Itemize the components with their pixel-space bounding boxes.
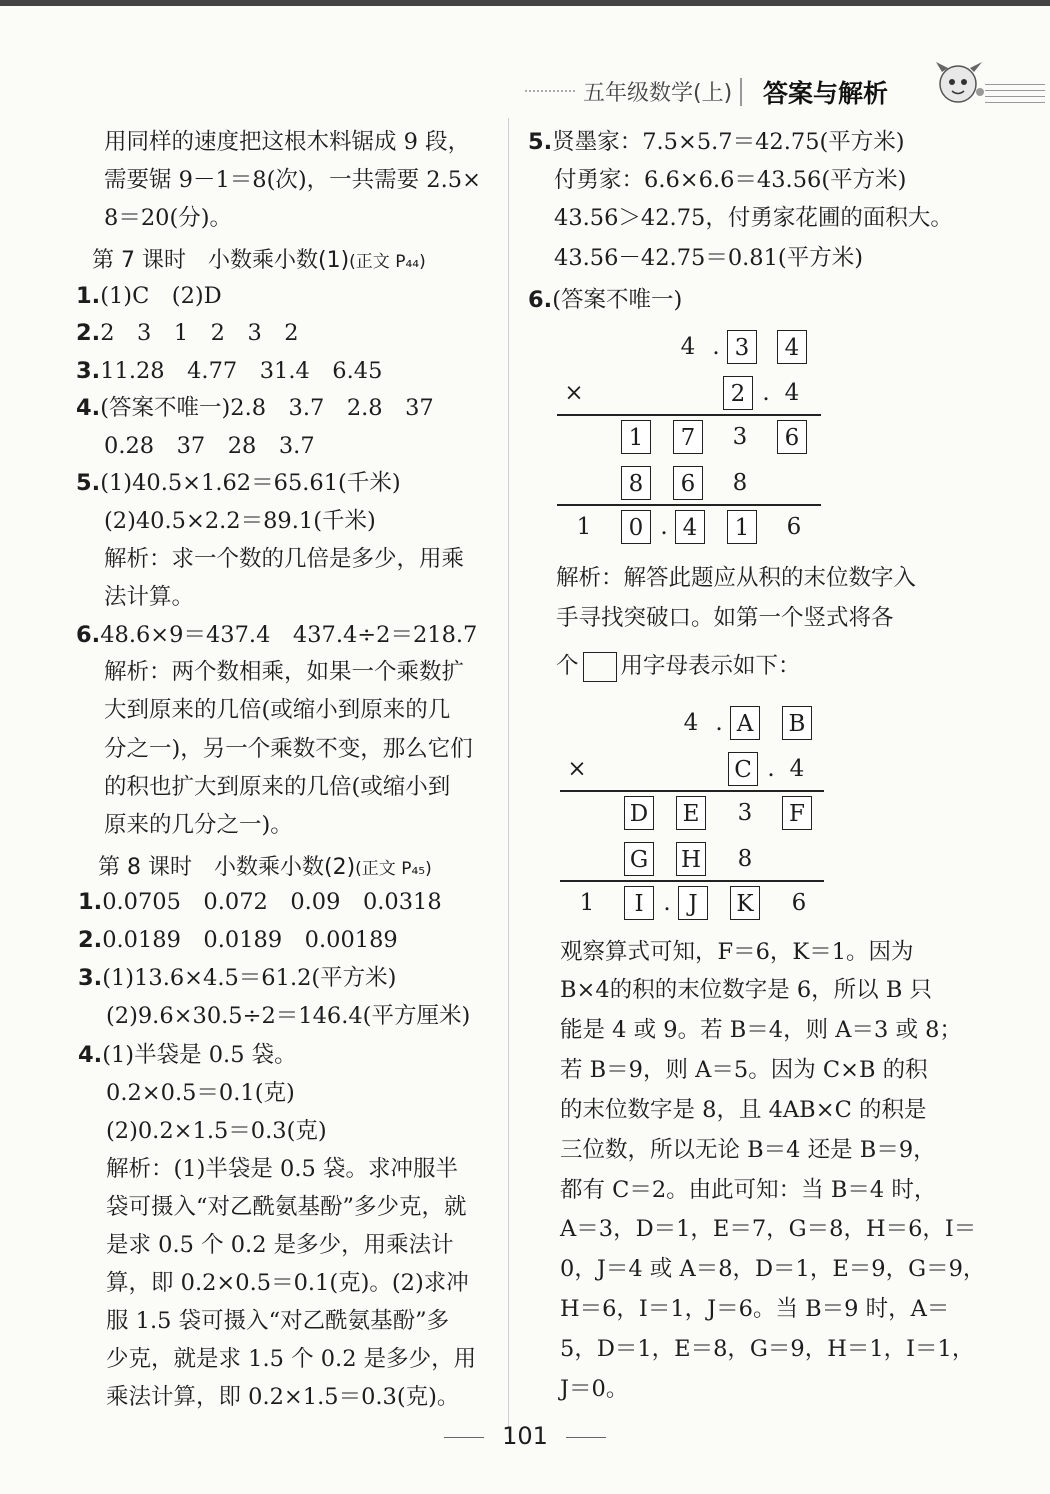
answer-text: 0.0705 0.072 0.09 0.0318 — [102, 889, 442, 915]
l8-q3 — [78, 963, 396, 993]
l7-q5-line4: 法计算。 — [104, 584, 195, 610]
l8-q4-line10: 乘法计算，即 0.2×1.5＝0.3(克)。 — [106, 1384, 460, 1410]
calc2-point: . — [663, 890, 671, 916]
lesson-7-heading — [92, 243, 426, 274]
calc1-digit: 8 — [732, 470, 748, 496]
l7-q2 — [76, 318, 299, 348]
l7-q6-line2: 解析：两个数相乘，如果一个乘数扩 — [104, 659, 465, 685]
calc1-box: 8 — [621, 466, 651, 500]
r-q6-line14: H＝6，I＝1，J＝6。当 B＝9 时，A＝ — [560, 1296, 950, 1322]
l8-q4-line8: 服 1.5 袋可摄入“对乙酰氨基酚”多 — [106, 1308, 450, 1334]
watermark-logo — [866, 1432, 1036, 1488]
calc2-digit: 4 — [789, 756, 805, 782]
intro-line-3: 8＝20(分)。 — [104, 205, 233, 231]
l8-q4-line7: 算，即 0.2×0.5＝0.1(克)。(2)求冲 — [106, 1270, 469, 1296]
r-q5 — [528, 127, 905, 157]
l7-q4-line2: 0.28 37 28 3.7 — [104, 433, 315, 459]
r-q6-line7: 能是 4 或 9。若 B＝4，则 A＝3 或 8； — [560, 1017, 962, 1043]
r-q6-line12: A＝3，D＝1，E＝7，G＝8，H＝6，I＝ — [560, 1216, 977, 1242]
answer-text: (1)40.5×1.62＝65.61(千米) — [100, 470, 401, 496]
calc1-box: 1 — [621, 420, 651, 454]
l7-q5-line2: (2)40.5×2.2＝89.1(千米) — [104, 508, 376, 534]
calc1-rule — [557, 414, 821, 416]
vertical-calc-2 — [558, 704, 828, 922]
calc2-box: H — [676, 842, 706, 876]
header-dots — [525, 90, 575, 102]
calc2-point: . — [715, 710, 723, 736]
l7-q5-line3: 解析：求一个数的几倍是多少，用乘 — [104, 546, 465, 572]
answer-text: (1)C (2)D — [100, 283, 222, 309]
answer-text: 0.0189 0.0189 0.00189 — [102, 927, 398, 953]
column-divider — [508, 118, 509, 1438]
r-q6-line13: 0，J＝4 或 A＝8，D＝1，E＝9，G＝9， — [560, 1256, 986, 1282]
page-number-text: 101 — [502, 1422, 548, 1450]
calc1-box: 1 — [727, 510, 757, 544]
l7-q4 — [76, 393, 434, 423]
lesson-8-ref: (正文 P₄₅) — [355, 859, 432, 879]
lesson-7-ref: (正文 P₄₄) — [349, 252, 426, 272]
l7-q6-line3: 大到原来的几倍(或缩小到原来的几 — [104, 697, 451, 723]
l8-q4-line4: 解析：(1)半袋是 0.5 袋。求冲服半 — [106, 1156, 458, 1182]
l8-q4 — [78, 1040, 297, 1070]
answer-text: 贤墨家：7.5×5.7＝42.75(平方米) — [552, 129, 905, 155]
r-q6 — [528, 285, 682, 315]
calc2-box: E — [676, 796, 706, 830]
answer-text: 48.6×9＝437.4 437.4÷2＝218.7 — [100, 622, 478, 648]
calc1-point: . — [712, 334, 720, 360]
q-number: 5. — [76, 470, 101, 496]
calc1-digit: 1 — [576, 514, 592, 540]
l8-q4-line5: 袋可摄入“对乙酰氨基酚”多少克，就 — [106, 1194, 467, 1220]
calc1-digit: 4 — [680, 334, 696, 360]
l8-q4-line6: 是求 0.5 个 0.2 是多少，用乘法计 — [106, 1232, 454, 1258]
mascot-icon — [928, 56, 990, 112]
lesson-7-title: 第 7 课时 小数乘小数(1) — [92, 248, 350, 273]
calc1-digit: 3 — [732, 424, 748, 450]
footer-dash — [444, 1437, 484, 1438]
answer-text: 2 3 1 2 3 2 — [100, 320, 299, 346]
answer-text: (1)半袋是 0.5 袋。 — [102, 1042, 297, 1068]
q-number: 3. — [76, 358, 101, 384]
calc2-box: B — [782, 706, 812, 740]
calc2-box: D — [624, 796, 654, 830]
calc1-box: 4 — [675, 510, 705, 544]
calc2-point: . — [767, 756, 775, 782]
calc2-rule — [560, 790, 824, 792]
calc2-digit: 6 — [791, 890, 807, 916]
calc1-digit: 6 — [786, 514, 802, 540]
calc2-box: C — [728, 752, 758, 786]
header-section: 答案与解析 — [763, 79, 889, 108]
calc2-digit: 8 — [737, 846, 753, 872]
watermark-graphic — [866, 1432, 1036, 1488]
r-q6-line8: 若 B＝9，则 A＝5。因为 C×B 的积 — [560, 1057, 928, 1083]
text-fragment: 用字母表示如下： — [620, 653, 801, 679]
q-number: 6. — [76, 622, 101, 648]
top-edge — [0, 0, 1050, 6]
q-number: 4. — [78, 1042, 103, 1068]
l8-q1 — [78, 887, 442, 917]
l7-q6-line4: 分之一)，另一个乘数不变，那么它们 — [104, 736, 473, 762]
l7-q5 — [76, 468, 401, 498]
calc1-box: 2 — [723, 376, 753, 410]
lesson-8-title: 第 8 课时 小数乘小数(2) — [98, 855, 356, 880]
calc1-box: 0 — [621, 510, 651, 544]
calc2-box: K — [730, 886, 760, 920]
r-q5-line4: 43.56－42.75＝0.81(平方米) — [554, 245, 863, 271]
answer-text: (答案不唯一)2.8 3.7 2.8 37 — [100, 395, 434, 421]
empty-box — [583, 652, 617, 682]
r-q6-line6: B×4的积的末位数字是 6，所以 B 只 — [560, 977, 933, 1003]
calc2-digit: 4 — [683, 710, 699, 736]
r-q5-line2: 付勇家：6.6×6.6＝43.56(平方米) — [554, 167, 907, 193]
answer-text: 11.28 4.77 31.4 6.45 — [100, 358, 383, 384]
l7-q3 — [76, 356, 382, 386]
l7-q6-line6: 原来的几分之一)。 — [104, 812, 293, 838]
calc2-box: G — [624, 842, 654, 876]
calc1-box: 3 — [727, 330, 757, 364]
calc1-digit: 4 — [784, 380, 800, 406]
calc2-times: × — [567, 756, 587, 782]
q-number: 1. — [78, 889, 103, 915]
r-q6-line4 — [556, 651, 801, 682]
r-q6-line16: J＝0。 — [560, 1376, 629, 1402]
l8-q4-line9: 少克，就是求 1.5 个 0.2 是多少，用 — [106, 1346, 477, 1372]
text-fragment: 个 — [556, 653, 579, 679]
q-number: 1. — [76, 283, 101, 309]
calc1-times: × — [564, 380, 584, 406]
answer-text: (1)13.6×4.5＝61.2(平方米) — [102, 965, 397, 991]
calc2-box: I — [624, 886, 654, 920]
l7-q1 — [76, 281, 222, 311]
calc1-rule — [557, 504, 821, 506]
calc2-box: F — [782, 796, 812, 830]
calc2-digit: 1 — [579, 890, 595, 916]
r-q6-line11: 都有 C＝2。由此可知：当 B＝4 时， — [560, 1177, 937, 1203]
r-q6-line9: 的末位数字是 8，且 4AB×C 的积是 — [560, 1097, 927, 1123]
calc2-box: A — [730, 706, 760, 740]
calc1-box: 6 — [777, 420, 807, 454]
r-q6-line10: 三位数，所以无论 B＝4 还是 B＝9， — [560, 1137, 936, 1163]
header-lines — [985, 84, 1045, 108]
lesson-8-heading — [98, 850, 432, 881]
r-q6-line15: 5，D＝1，E＝8，G＝9，H＝1，I＝1， — [560, 1336, 975, 1362]
l8-q3-line2: (2)9.6×30.5÷2＝146.4(平方厘米) — [106, 1003, 471, 1029]
q-number: 5. — [528, 129, 553, 155]
footer-dash — [566, 1437, 606, 1438]
intro-line-1: 用同样的速度把这根木料锯成 9 段， — [104, 129, 471, 155]
l8-q4-line3: (2)0.2×1.5＝0.3(克) — [106, 1118, 327, 1144]
intro-line-2: 需要锯 9－1＝8(次)，一共需要 2.5× — [104, 167, 481, 193]
l8-q2 — [78, 925, 398, 955]
calc1-box: 4 — [777, 330, 807, 364]
q-number: 3. — [78, 965, 103, 991]
l7-q6 — [76, 620, 477, 650]
q-number: 2. — [76, 320, 101, 346]
calc1-box: 7 — [673, 420, 703, 454]
calc2-digit: 3 — [737, 800, 753, 826]
q-number: 6. — [528, 287, 553, 313]
r-q6-line5: 观察算式可知，F＝6，K＝1。因为 — [560, 939, 914, 965]
r-q6-line3: 手寻找突破口。如第一个竖式将各 — [556, 605, 894, 631]
calc1-point: . — [762, 380, 770, 406]
answer-text: (答案不唯一) — [552, 287, 683, 313]
r-q6-line2: 解析：解答此题应从积的末位数字入 — [556, 565, 917, 591]
calc2-box: J — [678, 886, 708, 920]
q-number: 4. — [76, 395, 101, 421]
header-grade: 五年级数学(上) — [583, 81, 733, 106]
calc2-rule — [560, 880, 824, 882]
calc1-point: . — [660, 514, 668, 540]
header-divider — [740, 78, 742, 106]
q-number: 2. — [78, 927, 103, 953]
l8-q4-line2: 0.2×0.5＝0.1(克) — [106, 1080, 295, 1106]
l7-q6-line5: 的积也扩大到原来的几倍(或缩小到 — [104, 774, 451, 800]
r-q5-line3: 43.56＞42.75，付勇家花圃的面积大。 — [554, 205, 953, 231]
vertical-calc-1 — [555, 328, 825, 546]
calc1-box: 6 — [673, 466, 703, 500]
